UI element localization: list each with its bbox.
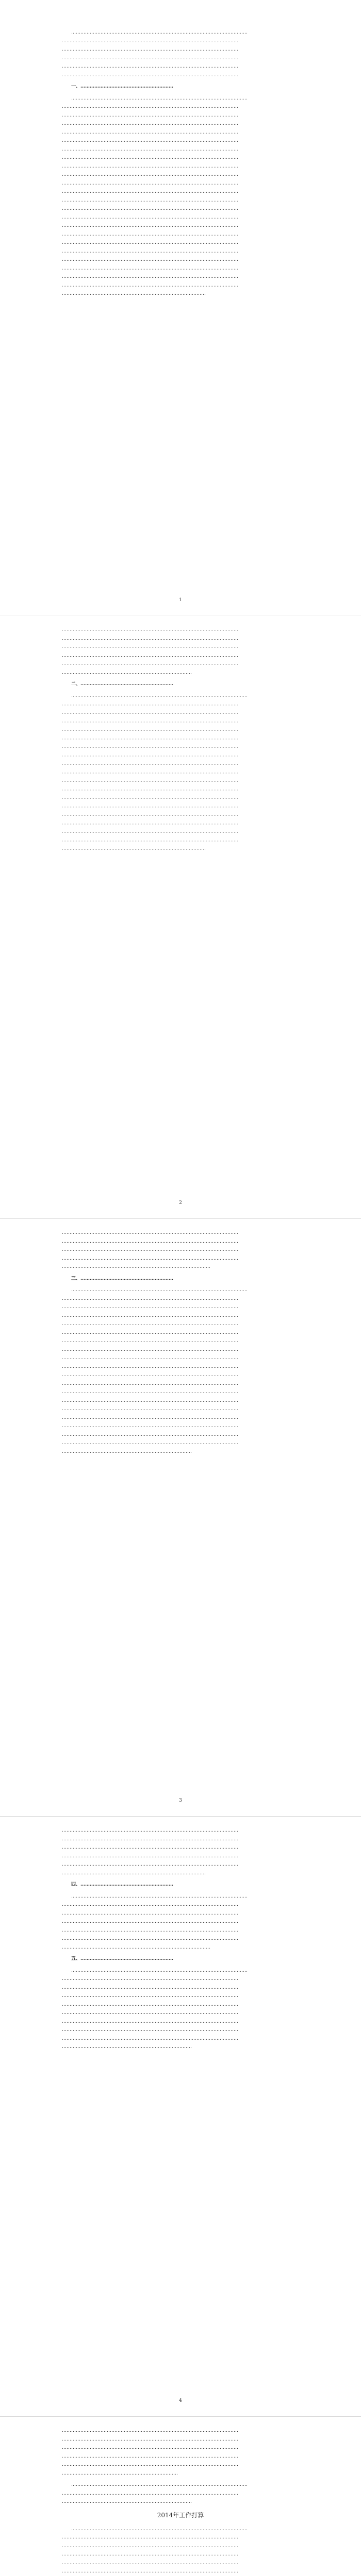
text-line: …………………………………………………………………………………………………… xyxy=(62,2019,238,2024)
text-line: …………………………………………………………………………………………………… xyxy=(62,1415,238,1420)
text-line: …………………………………………………………………………………………………… xyxy=(62,744,238,750)
text-line: …………………………………………………………………………………………………… xyxy=(62,1423,238,1429)
text-line: …………………………………………………………………………………………………… xyxy=(62,1355,238,1361)
text-line: …………………………………………………………………………………………………… xyxy=(62,778,238,784)
text-line: …………………………………………………………………………………………………… xyxy=(62,2002,238,2007)
text-line: …………………………………………………………………………………………………… xyxy=(62,1321,238,1327)
text-line: …………………………………………………………………………………………………… xyxy=(62,1845,238,1850)
paragraph xyxy=(62,1967,299,2052)
text-line: …………………………………………………………………………………………………… xyxy=(71,1968,248,1973)
text-line: ………………………………………………………………………………… xyxy=(62,1870,206,1876)
text-line: ………………………………………………………………………… xyxy=(62,2499,192,2504)
text-line: ………………………………………………………………………… xyxy=(62,670,192,675)
text-line: …………………………………………………………………………………………………… xyxy=(62,138,238,143)
text-line: …………………………………………………………………………………… xyxy=(62,1944,210,1950)
text-line: …………………………………………………………………………………………………… xyxy=(62,1936,238,1941)
paragraph xyxy=(62,1229,299,1272)
text-line: …………………………………………………………………………………………………… xyxy=(62,163,238,169)
text-line: …………………………………………………………………………………………………… xyxy=(62,787,238,792)
paragraph xyxy=(62,680,299,689)
text-line: …………………………………………………………………………………………………… xyxy=(62,1440,238,1446)
text-line: …………………………………………………………………………………… xyxy=(62,1264,210,1269)
text-line: …………………………………………………………………………………………………… xyxy=(62,72,238,78)
text-line: …………………………………………………………………………………………………… xyxy=(62,2535,238,2540)
text-line: ………………………………………………………………… xyxy=(62,2470,178,2476)
text-line: …………………………………………………………………………………………………… xyxy=(62,2552,238,2557)
text-line: …………………………………………………………………………………………………… xyxy=(71,1287,248,1293)
text-line: …………………………………………………………………………………………………… xyxy=(62,1432,238,1437)
page-number: 4 xyxy=(179,2398,182,2403)
page-number: 2 xyxy=(179,1200,182,1206)
text-line: …………………………………………………………………………………………………… xyxy=(62,1985,238,1990)
paragraph xyxy=(62,94,299,298)
text-line: …………………………………………………………………………………………………… xyxy=(62,257,238,262)
text-line: …………………………………………………………………………………………………… xyxy=(62,2036,238,2041)
section-heading: 五、…………………………………………………… xyxy=(71,1956,174,1961)
text-line: …………………………………………………………………………………………………… xyxy=(62,146,238,152)
text-line: …………………………………………………………………………………………………… xyxy=(62,821,238,826)
section-heading: 二、…………………………………………………… xyxy=(71,682,174,687)
section-heading: 三、…………………………………………………… xyxy=(71,1276,174,1281)
text-line: …………………………………………………………………………………………………… xyxy=(62,1910,238,1916)
text-line: …………………………………………………………………………………………………… xyxy=(71,693,248,699)
text-line: …………………………………………………………………………………………………… xyxy=(62,197,238,203)
text-line: …………………………………………………………………………………………………… xyxy=(62,753,238,758)
text-line: …………………………………………………………………………………………………… xyxy=(62,248,238,254)
paragraph xyxy=(62,626,299,677)
text-line: …………………………………………………………………………………………………… xyxy=(62,1256,238,1261)
text-line: …………………………………………………………………………………………………… xyxy=(62,231,238,237)
text-line: …………………………………………………………………………………………………… xyxy=(62,702,238,707)
document-page xyxy=(0,2427,361,2576)
paragraph xyxy=(62,1275,299,1283)
text-line: ………………………………………………………………………………… xyxy=(62,291,206,296)
text-line: …………………………………………………………………………………………………… xyxy=(62,653,238,658)
text-line: …………………………………………………………………………………………………… xyxy=(62,662,238,667)
text-line: …………………………………………………………………………………………………… xyxy=(62,1247,238,1252)
text-line: …………………………………………………………………………………………………… xyxy=(62,2453,238,2459)
page-divider xyxy=(0,1218,361,1219)
text-line: …………………………………………………………………………………………………… xyxy=(62,112,238,118)
text-line: …………………………………………………………………………………………………… xyxy=(62,1828,238,1833)
paragraph xyxy=(62,2525,299,2576)
text-line: …………………………………………………………………………………………………… xyxy=(62,223,238,228)
page-number: 3 xyxy=(179,1798,182,1803)
text-line: …………………………………………………………………………………………………… xyxy=(71,1893,248,1899)
section-heading: 一、…………………………………………………… xyxy=(71,84,174,89)
text-line: …………………………………………………………………………………………………… xyxy=(62,761,238,767)
text-line: …………………………………………………………………………………………………… xyxy=(62,829,238,835)
text-line: …………………………………………………………………………………………………… xyxy=(62,64,238,69)
text-line: …………………………………………………………………………………………………… xyxy=(62,719,238,724)
text-line: …………………………………………………………………………………………………… xyxy=(71,95,248,101)
text-line: …………………………………………………………………………………………………… xyxy=(62,206,238,211)
text-line: …………………………………………………………………………………………………… xyxy=(62,121,238,126)
text-line: …………………………………………………………………………………………………… xyxy=(62,1347,238,1352)
text-line: …………………………………………………………………………………………………… xyxy=(62,645,238,650)
document-page xyxy=(0,1826,361,2055)
text-line: …………………………………………………………………………………………………… xyxy=(62,2436,238,2442)
text-line: …………………………………………………………………………………………………… xyxy=(71,30,248,35)
text-line: …………………………………………………………………………………………………… xyxy=(62,38,238,44)
text-line: …………………………………………………………………………………………………… xyxy=(62,2490,238,2496)
text-line: …………………………………………………………………………………………………… xyxy=(62,2560,238,2566)
text-line: …………………………………………………………………………………………………… xyxy=(62,2462,238,2467)
text-line: …………………………………………………………………………………………………… xyxy=(62,727,238,733)
text-line: …………………………………………………………………………………………………… xyxy=(62,1919,238,1924)
text-line: …………………………………………………………………………………………………… xyxy=(62,172,238,177)
text-line: …………………………………………………………………………………………………… xyxy=(62,1976,238,1981)
text-line: …………………………………………………………………………………………………… xyxy=(62,2428,238,2433)
text-line: …………………………………………………………………………………………………… xyxy=(62,1993,238,1998)
text-line: …………………………………………………………………………………………………… xyxy=(62,47,238,52)
paragraph xyxy=(62,1955,299,1963)
text-line: …………………………………………………………………………………………………… xyxy=(62,2543,238,2549)
text-line: …………………………………………………………………………………………………… xyxy=(62,1239,238,1244)
text-line: …………………………………………………………………………………………………… xyxy=(62,628,238,633)
paragraph xyxy=(62,2427,299,2478)
text-line: …………………………………………………………………………………………………… xyxy=(62,1230,238,1235)
text-line: …………………………………………………………………………………………………… xyxy=(62,1902,238,1907)
paragraph xyxy=(62,692,299,854)
text-line: …………………………………………………………………………………………………… xyxy=(62,795,238,801)
text-line: …………………………………………………………………………………………………… xyxy=(62,1862,238,1867)
section-subtitle: 2014年工作打算 xyxy=(157,2511,204,2519)
text-line: …………………………………………………………………………………………………… xyxy=(62,1313,238,1318)
text-line: ………………………………………………………………………………… xyxy=(62,846,206,852)
text-line: …………………………………………………………………………………………………… xyxy=(62,189,238,194)
text-line: …………………………………………………………………………………………………… xyxy=(62,129,238,135)
text-line: …………………………………………………………………………………………………… xyxy=(62,155,238,160)
text-line: …………………………………………………………………………………………………… xyxy=(62,710,238,716)
text-line: …………………………………………………………………………………………………… xyxy=(62,770,238,775)
section-heading: 四、…………………………………………………… xyxy=(71,1882,174,1887)
paragraph xyxy=(62,28,299,79)
text-line: …………………………………………………………………………………………………… xyxy=(62,1364,238,1369)
text-line: …………………………………………………………………………………………………… xyxy=(62,214,238,220)
page-number: 1 xyxy=(179,598,182,603)
text-line: …………………………………………………………………………………………………… xyxy=(62,2445,238,2450)
paragraph xyxy=(62,1880,299,1889)
text-line: …………………………………………………………………………………………………… xyxy=(62,1372,238,1378)
text-line: …………………………………………………………………………………………………… xyxy=(62,55,238,61)
paragraph xyxy=(62,82,299,91)
paragraph xyxy=(62,2481,299,2506)
text-line: ………………………………………………………………………… xyxy=(62,2044,192,2049)
paragraph xyxy=(62,1826,299,1877)
text-line: …………………………………………………………………………………………………… xyxy=(62,812,238,818)
text-line: …………………………………………………………………………………………………… xyxy=(62,2027,238,2032)
text-line: …………………………………………………………………………………………………… xyxy=(62,736,238,741)
paragraph xyxy=(62,1892,299,1952)
text-line: …………………………………………………………………………………………………… xyxy=(62,2569,238,2574)
text-line: …………………………………………………………………………………………………… xyxy=(62,274,238,279)
text-line: …………………………………………………………………………………………………… xyxy=(62,1330,238,1335)
text-line: …………………………………………………………………………………………………… xyxy=(62,282,238,288)
text-line: …………………………………………………………………………………………………… xyxy=(62,1836,238,1842)
text-line: …………………………………………………………………………………………………… xyxy=(62,1338,238,1344)
text-line: …………………………………………………………………………………………………… xyxy=(62,1304,238,1310)
text-line: …………………………………………………………………………………………………… xyxy=(71,2482,248,2487)
text-line: …………………………………………………………………………………………………… xyxy=(62,240,238,245)
text-line: …………………………………………………………………………………………………… xyxy=(62,265,238,271)
text-line: …………………………………………………………………………………………………… xyxy=(62,1927,238,1933)
text-line: …………………………………………………………………………………………………… xyxy=(62,104,238,109)
paragraph xyxy=(62,1286,299,1456)
document-page xyxy=(0,28,361,301)
text-line: …………………………………………………………………………………………………… xyxy=(62,1381,238,1386)
text-line: …………………………………………………………………………………………………… xyxy=(71,2526,248,2532)
text-line: ………………………………………………………………………… xyxy=(62,1449,192,1454)
text-line: …………………………………………………………………………………………………… xyxy=(62,804,238,809)
document-page xyxy=(0,626,361,856)
text-line: …………………………………………………………………………………………………… xyxy=(62,180,238,186)
text-line: …………………………………………………………………………………………………… xyxy=(62,1389,238,1395)
page-divider xyxy=(0,2416,361,2417)
text-line: …………………………………………………………………………………………………… xyxy=(62,2010,238,2015)
page-divider xyxy=(0,1816,361,1817)
text-line: …………………………………………………………………………………………………… xyxy=(62,1296,238,1301)
text-line: …………………………………………………………………………………………………… xyxy=(62,1406,238,1412)
text-line: …………………………………………………………………………………………………… xyxy=(62,1853,238,1859)
text-line: …………………………………………………………………………………………………… xyxy=(62,1398,238,1403)
text-line: …………………………………………………………………………………………………… xyxy=(62,636,238,641)
text-line: …………………………………………………………………………………………………… xyxy=(62,838,238,843)
document-page xyxy=(0,1229,361,1459)
